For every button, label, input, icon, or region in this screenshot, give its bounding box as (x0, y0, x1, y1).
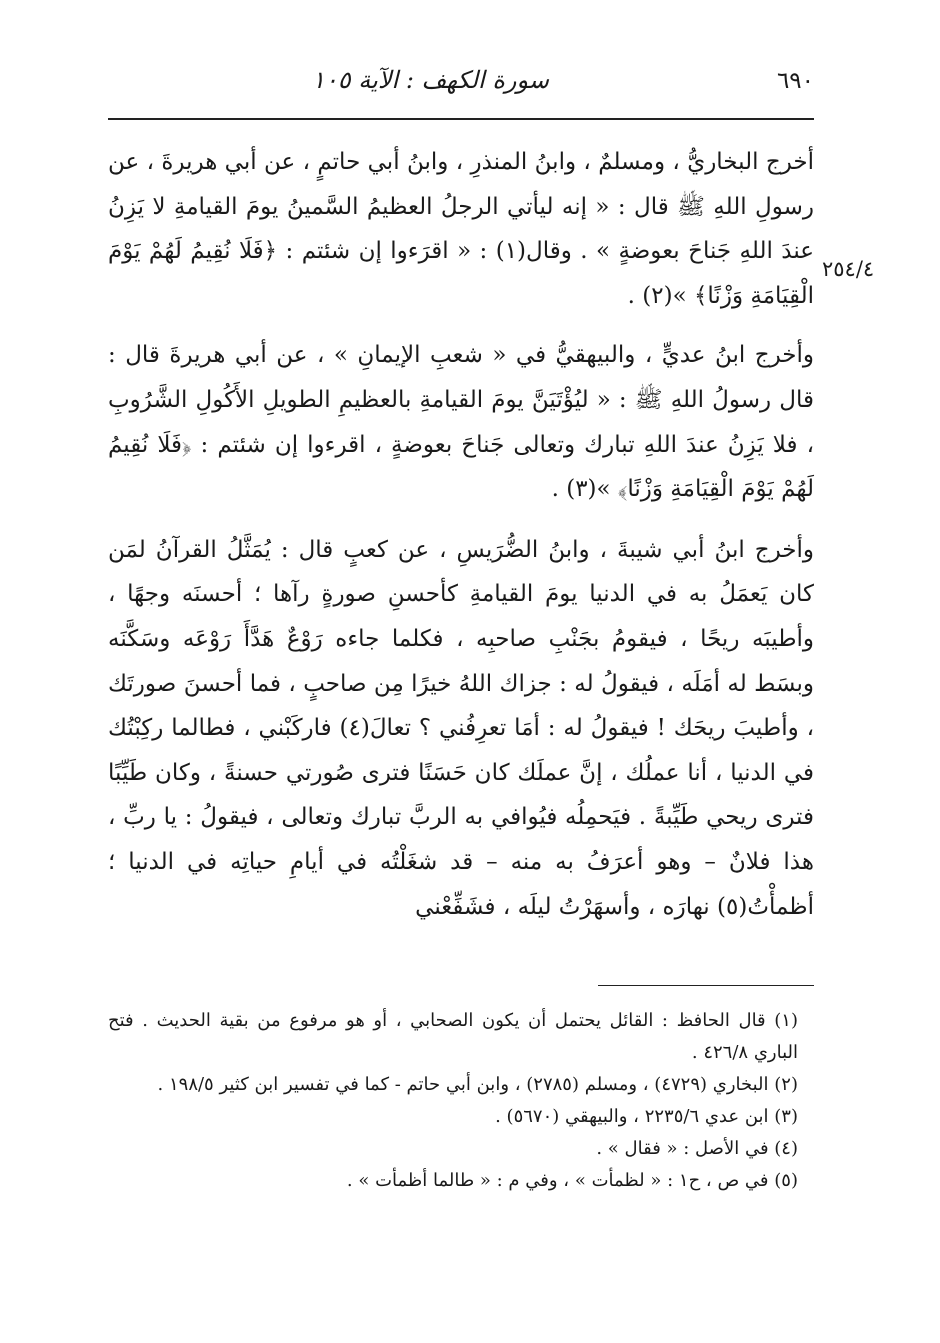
running-title: سورة الكهف : الآية ١٠٥ (312, 66, 549, 94)
margin-volume-page-reference: ٢٥٤/٤ (822, 257, 875, 281)
footnote: (٥) في ص ، ح١ : « لظمأت » ، وفي م : « طالما أظمأت » . (346, 1170, 798, 1191)
main-text (108, 140, 814, 945)
footnote: (١) قال الحافظ : القائل يحتمل أن يكون الصحابي ، أو هو مرفوع من بقية الحديث . فتح الباري ٤٢٦/٨ . (108, 1010, 798, 1063)
footnotes (108, 1005, 798, 1197)
paragraph: أخرج البخاريُّ ، ومسلمٌ ، وابنُ المنذرِ ، وابنُ أبي حاتمٍ ، عن أبي هريرةَ ، عن رسولِ اللهِ ﷺ قال : « إنه ليأتي الرجلُ العظيمُ السَّمينُ يومَ القيامةِ لا يَزِنُ عندَ اللهِ جَناحَ بعوضةٍ » . وقال(١) : « اقرَءوا إن شئتم : ﴿فَلَا نُقِيمُ لَهُمْ يَوْمَ الْقِيَامَةِ وَزْنًا﴾ »(٢) . (108, 149, 815, 309)
header-divider (108, 118, 814, 120)
footnote: (٤) في الأصل : « فقال » . (596, 1138, 798, 1159)
footnote-divider (598, 985, 814, 986)
paragraph: وأخرج ابنُ أبي شيبةَ ، وابنُ الضُّرَيسِ ، عن كعبٍ قال : يُمَثَّلُ القرآنُ لمَن كان يَعمَلُ به في الدنيا يومَ القيامةِ كأحسنِ صورةٍ رآها ؛ أحسنَه وجهًا ، وأطيبَه ريحًا ، فيقومُ بجَنْبِ صاحبِه ، فكلما جاءه رَوْعٌ هَدَّأَ رَوْعَه وسَكَّنَه وبسَط له أمَلَه ، فيقولُ له : جزاك اللهُ خيرًا مِن صاحبٍ ، فما أحسنَ صورتَك ، وأطيبَ ريحَك ! فيقولُ له : أمَا تعرِفُني ؟ تعالَ(٤) فاركَبْني ، فطالما ركِبْتُك في الدنيا ، أنا عملُك ، إنَّ عملَك كان حَسَنًا فترى صُورتي حسنةً ، وكان طَيِّبًا فترى ريحي طَيِّبةً . فيَحمِلُه فيُوافي به الربَّ تبارك وتعالى ، فيقولُ : يا ربِّ ، هذا فلانٌ – وهو أعرَفُ به منه – قد شغَلْتُه في أيامِ حياتِه في الدنيا ؛ أظمأْتُ(٥) نهارَه ، وأسهَرْتُ ليلَه ، فشَفِّعْني (108, 536, 814, 920)
footnote: (٣) ابن عدي ٢٢٣٥/٦ ، والبيهقي (٥٦٧٠) . (495, 1106, 798, 1127)
footnote: (٢) البخاري (٤٧٢٩) ، ومسلم (٢٧٨٥) ، وابن أبي حاتم - كما في تفسير ابن كثير ١٩٨/٥ . (157, 1074, 798, 1095)
paragraph: وأخرج ابنُ عديٍّ ، والبيهقيُّ في « شعبِ الإيمانِ » ، عن أبي هريرةَ قال : قال رسولُ اللهِ ﷺ : « ليُؤْتَيَنَّ يومَ القيامةِ بالعظيمِ الطويلِ الأَكُولِ الشَّرُوبِ ، فلا يَزِنُ عندَ اللهِ تبارك وتعالى جَناحَ بعوضةٍ ، اقرءوا إن شئتم : ﴿فَلَا نُقِيمُ لَهُمْ يَوْمَ الْقِيَامَةِ وَزْنًا﴾ »(٣) . (108, 342, 814, 503)
page-number: ٦٩٠ (776, 68, 814, 94)
page-header (108, 62, 814, 102)
